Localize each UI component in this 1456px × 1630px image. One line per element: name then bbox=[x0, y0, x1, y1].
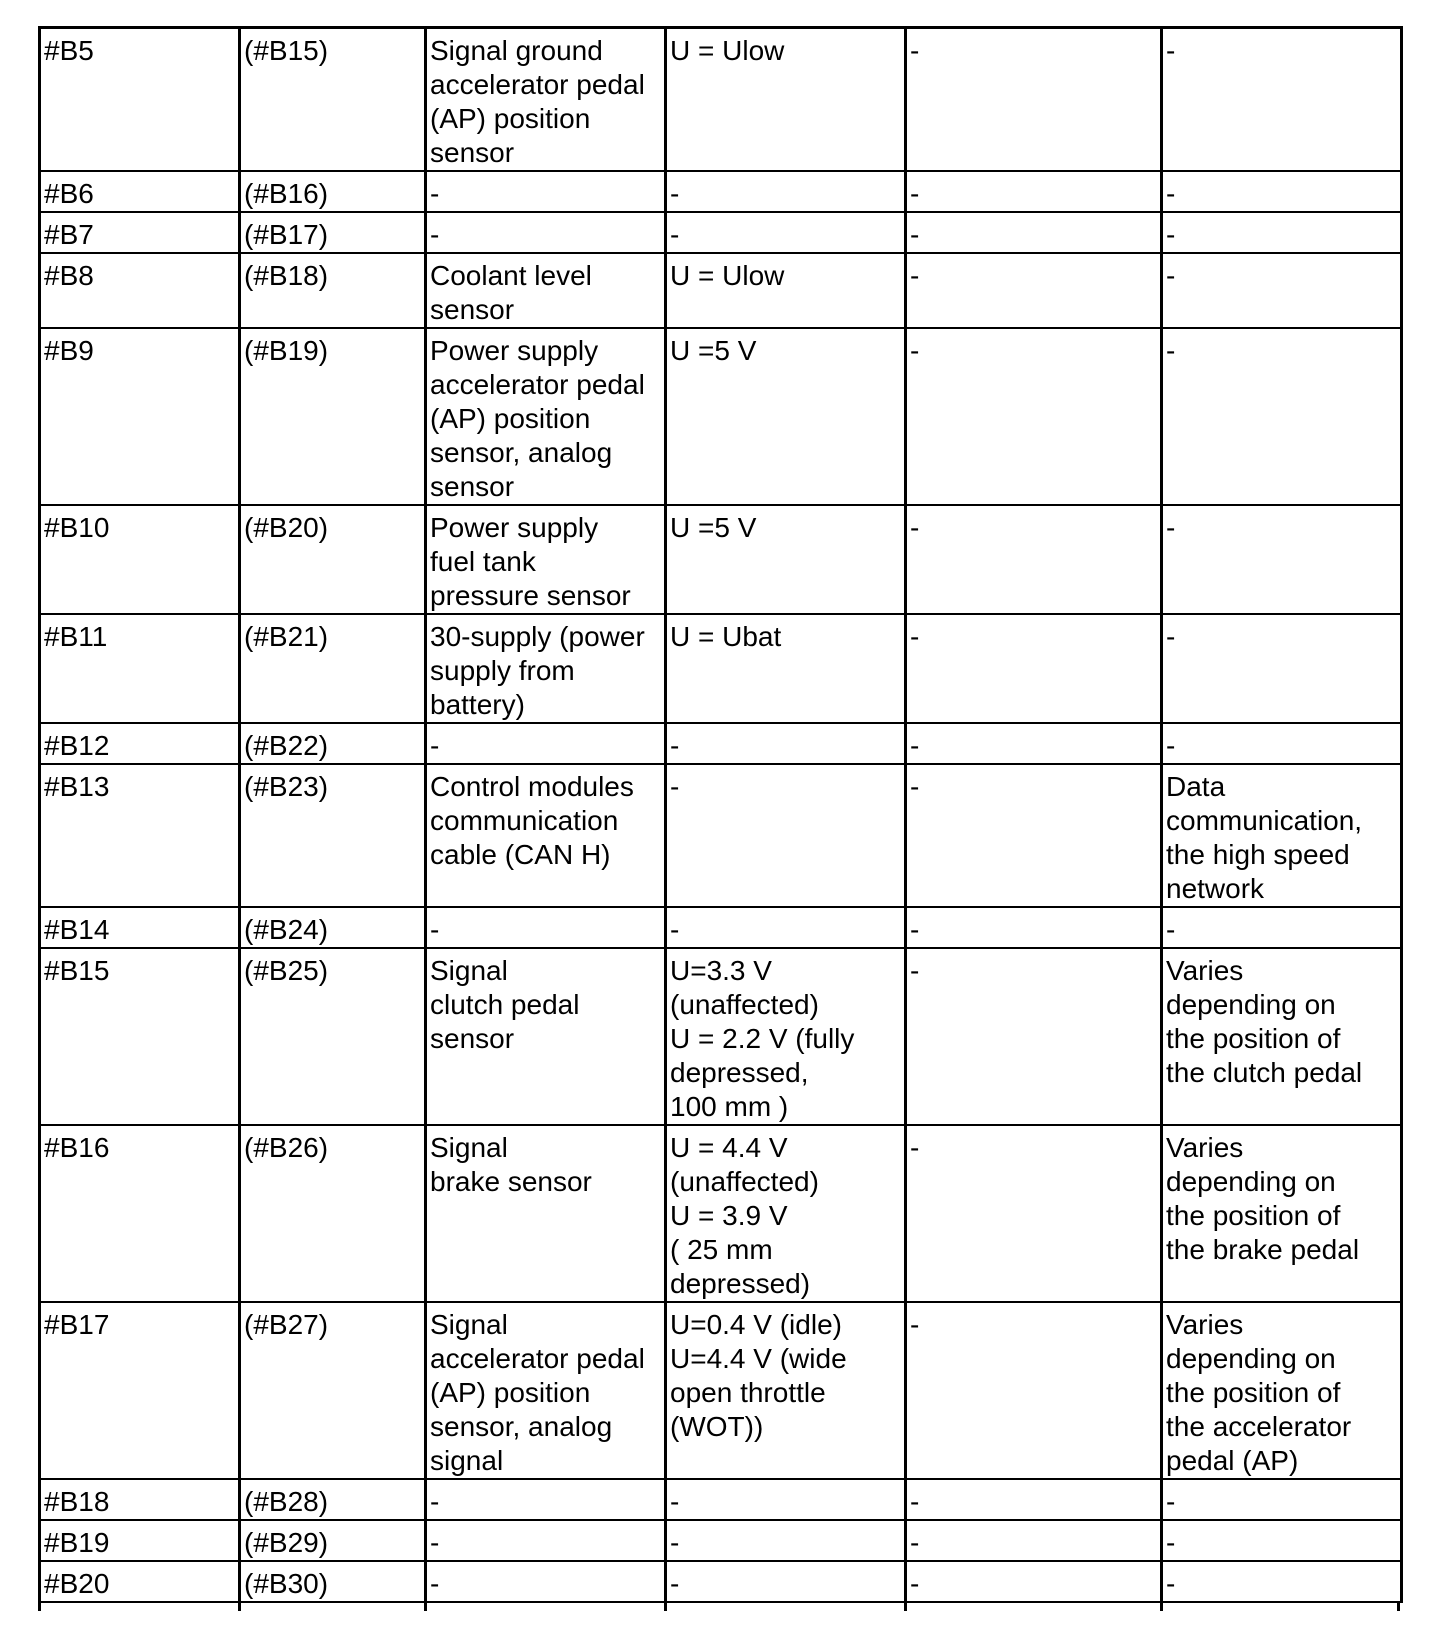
table-continuation bbox=[38, 1603, 1400, 1611]
description-cell: - bbox=[426, 1479, 666, 1520]
description-cell: 30-supply (power supply from battery) bbox=[426, 614, 666, 723]
condition-cell: - bbox=[906, 907, 1162, 948]
table-row bbox=[40, 28, 1402, 172]
alt-pin-cell: (#B26) bbox=[240, 1125, 426, 1302]
notes-cell: Varies depending on the position of the clutch pedal bbox=[1162, 948, 1402, 1125]
value-cell: - bbox=[666, 1479, 906, 1520]
value-cell: U = Ubat bbox=[666, 614, 906, 723]
value-cell: U =5 V bbox=[666, 328, 906, 505]
value-cell: U=3.3 V (unaffected) U = 2.2 V (fully depressed, 100 mm ) bbox=[666, 948, 906, 1125]
condition-cell: - bbox=[906, 764, 1162, 907]
value-cell: - bbox=[666, 907, 906, 948]
pin-cell: #B9 bbox=[40, 328, 240, 505]
condition-cell: - bbox=[906, 328, 1162, 505]
condition-cell: - bbox=[906, 505, 1162, 614]
table-row bbox=[40, 328, 1402, 505]
notes-cell: - bbox=[1162, 1479, 1402, 1520]
description-cell: - bbox=[426, 1520, 666, 1561]
condition-cell: - bbox=[906, 614, 1162, 723]
table-body bbox=[40, 28, 1402, 1603]
alt-pin-cell: (#B23) bbox=[240, 764, 426, 907]
alt-pin-cell: (#B28) bbox=[240, 1479, 426, 1520]
description-cell: - bbox=[426, 212, 666, 253]
condition-cell: - bbox=[906, 1302, 1162, 1479]
notes-cell: - bbox=[1162, 723, 1402, 764]
table-row bbox=[40, 1302, 1402, 1479]
alt-pin-cell: (#B22) bbox=[240, 723, 426, 764]
table-row bbox=[40, 171, 1402, 212]
description-cell: - bbox=[426, 907, 666, 948]
notes-cell: - bbox=[1162, 328, 1402, 505]
notes-cell: - bbox=[1162, 614, 1402, 723]
condition-cell: - bbox=[906, 171, 1162, 212]
pin-cell: #B18 bbox=[40, 1479, 240, 1520]
notes-cell: - bbox=[1162, 907, 1402, 948]
value-cell: U = Ulow bbox=[666, 28, 906, 172]
description-cell: - bbox=[426, 171, 666, 212]
condition-cell: - bbox=[906, 212, 1162, 253]
table-row bbox=[40, 1561, 1402, 1602]
condition-cell: - bbox=[906, 1125, 1162, 1302]
notes-cell: - bbox=[1162, 1561, 1402, 1602]
description-cell: Power supply fuel tank pressure sensor bbox=[426, 505, 666, 614]
description-cell: Signal accelerator pedal (AP) position sensor, analog signal bbox=[426, 1302, 666, 1479]
description-cell: Signal brake sensor bbox=[426, 1125, 666, 1302]
description-cell: Power supply accelerator pedal (AP) position sensor, analog sensor bbox=[426, 328, 666, 505]
condition-cell: - bbox=[906, 253, 1162, 328]
description-cell: - bbox=[426, 1561, 666, 1602]
condition-cell: - bbox=[906, 948, 1162, 1125]
pin-cell: #B12 bbox=[40, 723, 240, 764]
value-cell: U = 4.4 V (unaffected) U = 3.9 V ( 25 mm depressed) bbox=[666, 1125, 906, 1302]
value-cell: - bbox=[666, 723, 906, 764]
pin-cell: #B14 bbox=[40, 907, 240, 948]
condition-cell: - bbox=[906, 1520, 1162, 1561]
table-row bbox=[40, 723, 1402, 764]
alt-pin-cell: (#B27) bbox=[240, 1302, 426, 1479]
notes-cell: - bbox=[1162, 212, 1402, 253]
notes-cell: - bbox=[1162, 171, 1402, 212]
value-cell: - bbox=[666, 764, 906, 907]
notes-cell: - bbox=[1162, 253, 1402, 328]
alt-pin-cell: (#B25) bbox=[240, 948, 426, 1125]
alt-pin-cell: (#B20) bbox=[240, 505, 426, 614]
value-cell: U=0.4 V (idle) U=4.4 V (wide open throttle (WOT)) bbox=[666, 1302, 906, 1479]
description-cell: - bbox=[426, 723, 666, 764]
description-cell: Signal clutch pedal sensor bbox=[426, 948, 666, 1125]
table-row bbox=[40, 1479, 1402, 1520]
value-cell: U =5 V bbox=[666, 505, 906, 614]
table-row bbox=[40, 614, 1402, 723]
condition-cell: - bbox=[906, 28, 1162, 172]
pin-cell: #B6 bbox=[40, 171, 240, 212]
notes-cell: - bbox=[1162, 28, 1402, 172]
pin-assignment-table bbox=[38, 26, 1403, 1603]
document-page bbox=[38, 26, 1403, 1611]
value-cell: - bbox=[666, 171, 906, 212]
pin-cell: #B5 bbox=[40, 28, 240, 172]
table-row bbox=[40, 948, 1402, 1125]
notes-cell: - bbox=[1162, 505, 1402, 614]
table-row bbox=[40, 1125, 1402, 1302]
pin-cell: #B19 bbox=[40, 1520, 240, 1561]
description-cell: Signal ground accelerator pedal (AP) position sensor bbox=[426, 28, 666, 172]
alt-pin-cell: (#B15) bbox=[240, 28, 426, 172]
pin-cell: #B8 bbox=[40, 253, 240, 328]
pin-cell: #B7 bbox=[40, 212, 240, 253]
alt-pin-cell: (#B24) bbox=[240, 907, 426, 948]
table-row bbox=[40, 907, 1402, 948]
table-row bbox=[40, 764, 1402, 907]
pin-cell: #B11 bbox=[40, 614, 240, 723]
notes-cell: Varies depending on the position of the brake pedal bbox=[1162, 1125, 1402, 1302]
pin-cell: #B20 bbox=[40, 1561, 240, 1602]
pin-cell: #B13 bbox=[40, 764, 240, 907]
notes-cell: Data communication, the high speed network bbox=[1162, 764, 1402, 907]
notes-cell: Varies depending on the position of the accelerator pedal (AP) bbox=[1162, 1302, 1402, 1479]
table-row bbox=[40, 253, 1402, 328]
description-cell: Control modules communication cable (CAN H) bbox=[426, 764, 666, 907]
alt-pin-cell: (#B29) bbox=[240, 1520, 426, 1561]
alt-pin-cell: (#B19) bbox=[240, 328, 426, 505]
alt-pin-cell: (#B30) bbox=[240, 1561, 426, 1602]
alt-pin-cell: (#B21) bbox=[240, 614, 426, 723]
condition-cell: - bbox=[906, 1561, 1162, 1602]
value-cell: U = Ulow bbox=[666, 253, 906, 328]
notes-cell: - bbox=[1162, 1520, 1402, 1561]
table-row bbox=[40, 1520, 1402, 1561]
pin-cell: #B15 bbox=[40, 948, 240, 1125]
value-cell: - bbox=[666, 1520, 906, 1561]
condition-cell: - bbox=[906, 1479, 1162, 1520]
alt-pin-cell: (#B17) bbox=[240, 212, 426, 253]
table-row bbox=[40, 212, 1402, 253]
value-cell: - bbox=[666, 1561, 906, 1602]
alt-pin-cell: (#B18) bbox=[240, 253, 426, 328]
alt-pin-cell: (#B16) bbox=[240, 171, 426, 212]
value-cell: - bbox=[666, 212, 906, 253]
pin-cell: #B10 bbox=[40, 505, 240, 614]
pin-cell: #B16 bbox=[40, 1125, 240, 1302]
table-row bbox=[40, 505, 1402, 614]
description-cell: Coolant level sensor bbox=[426, 253, 666, 328]
condition-cell: - bbox=[906, 723, 1162, 764]
pin-cell: #B17 bbox=[40, 1302, 240, 1479]
